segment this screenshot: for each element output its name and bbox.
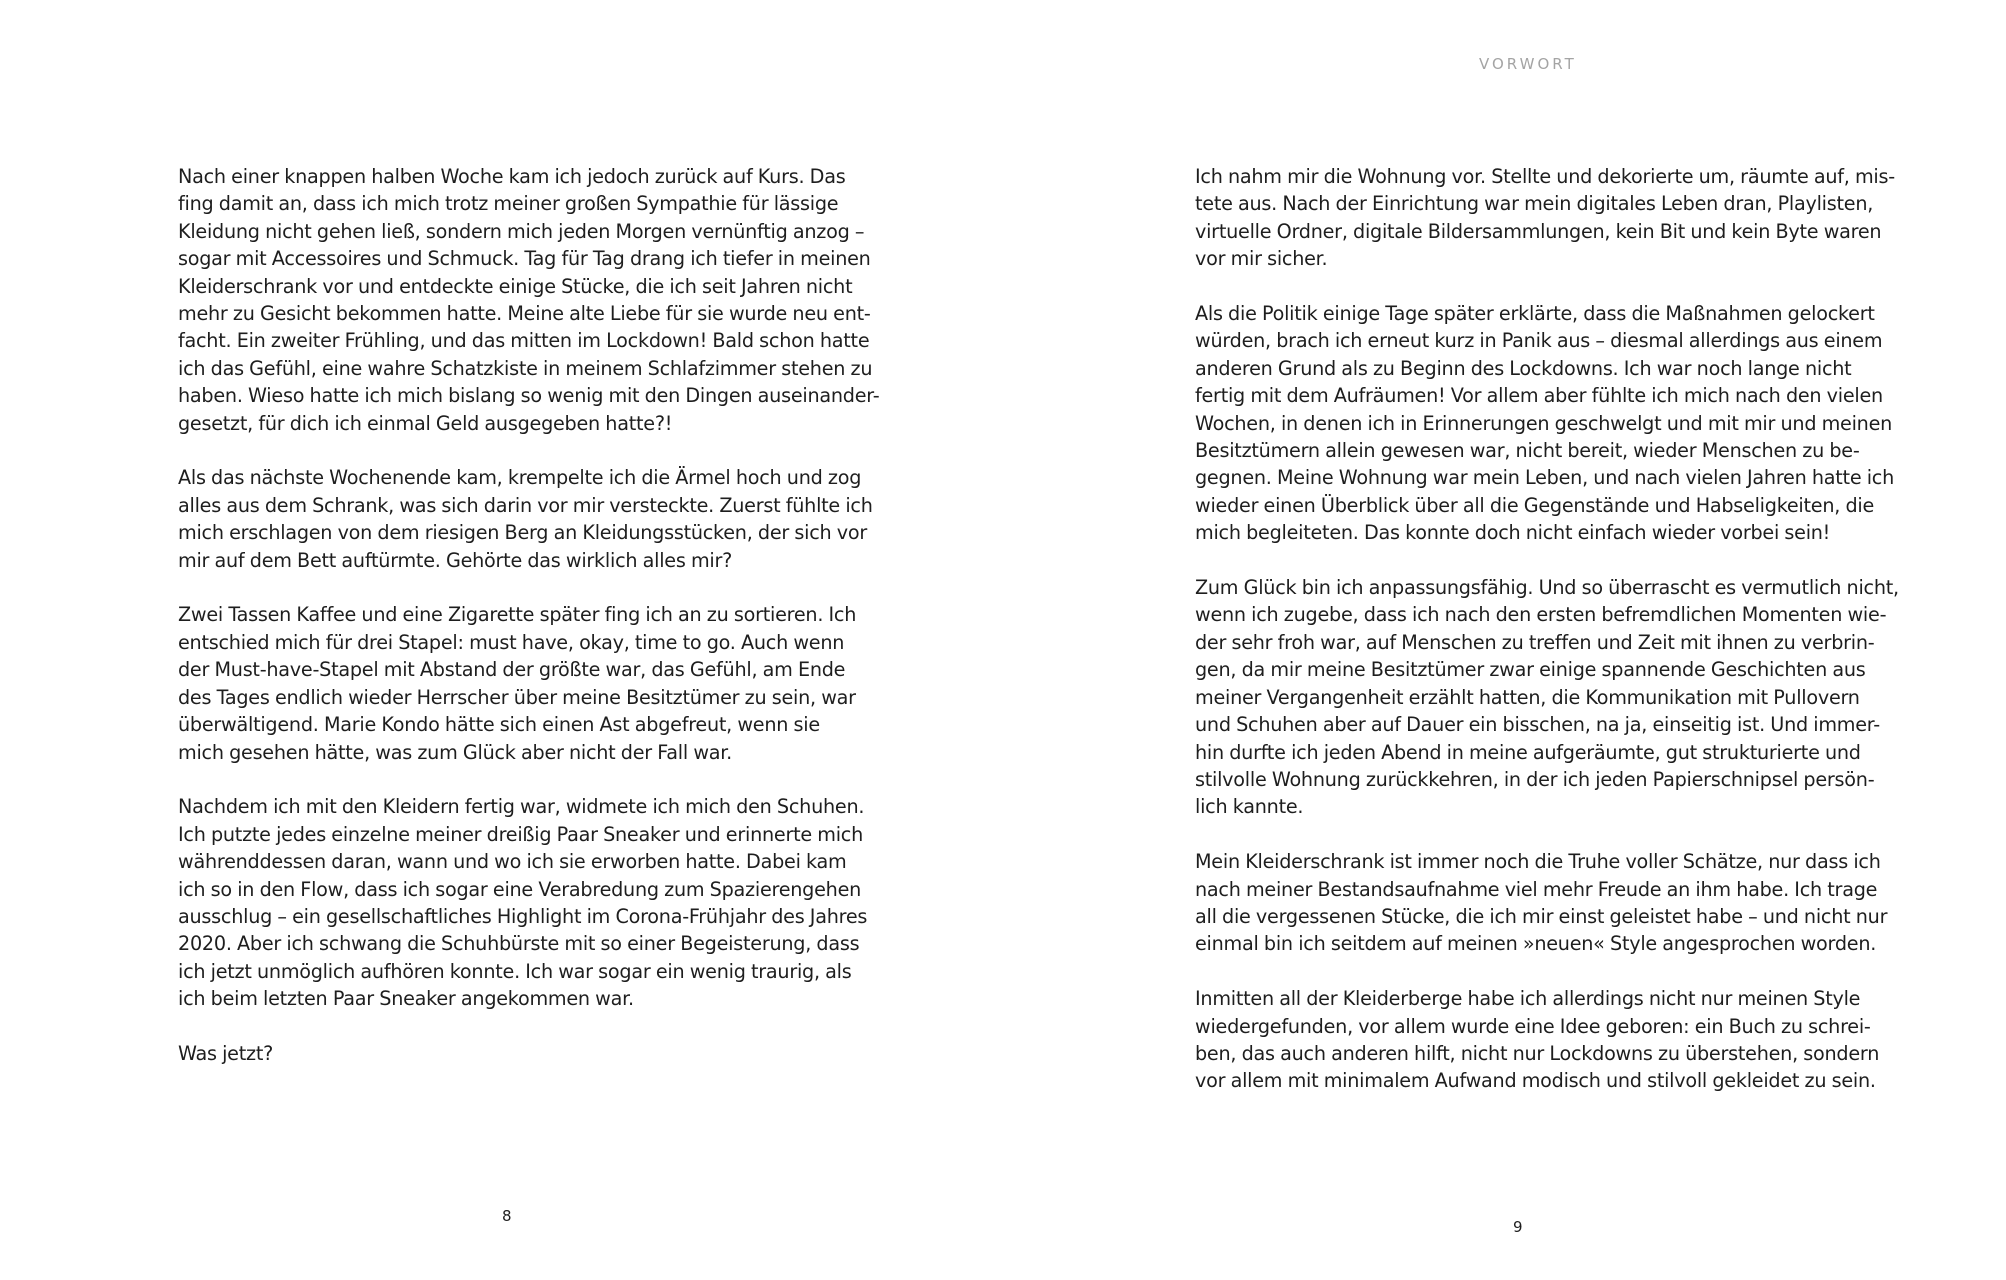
paragraph-spacer <box>178 574 843 601</box>
text-line: mich gesehen hätte, was zum Glück aber nicht der Fall war. <box>178 740 732 764</box>
text-line: Mein Kleiderschrank ist immer noch die Truhe voller Schätze, nur dass ich <box>1195 850 1881 874</box>
text-line: Besitztümern allein gewesen war, nicht bereit, wieder Menschen zu be- <box>1195 439 1860 463</box>
text-line: gegnen. Meine Wohnung war mein Leben, und nach vielen Jahren hatte ich <box>1195 466 1895 490</box>
text-line: fing damit an, dass ich mich trotz meiner großen Sympathie für lässige <box>178 192 839 216</box>
text-line: Ich nahm mir die Wohnung vor. Stellte und dekorierte um, räumte auf, mis- <box>1195 165 1895 188</box>
page-number-right: 9 <box>1513 1218 1523 1236</box>
text-line: Wochen, in denen ich in Erinnerungen geschwelgt und mit mir und meinen <box>1195 411 1893 435</box>
text-line: wiedergefunden, vor allem wurde eine Idee geboren: ein Buch zu schrei- <box>1195 1014 1871 1038</box>
text-line: Kleiderschrank vor und entdeckte einige Stücke, die ich seit Jahren nicht <box>178 274 853 298</box>
text-line: ich beim letzten Paar Sneaker angekommen war. <box>178 987 634 1011</box>
running-header: VORWORT <box>1479 55 1577 73</box>
paragraph-spacer <box>1195 547 1860 574</box>
text-line: ausschlug – ein gesellschaftliches Highlight im Corona-Frühjahr des Jahres <box>178 904 868 928</box>
paragraph-spacer <box>1195 273 1860 300</box>
text-line: vor mir sicher. <box>1195 247 1328 271</box>
text-line: mich erschlagen von dem riesigen Berg an Kleidungsstücken, der sich vor <box>178 521 867 545</box>
text-line: meiner Vergangenheit erzählt hatten, die Kommunikation mit Pullovern <box>1195 685 1860 709</box>
paragraph <box>178 163 880 437</box>
text-line: mir auf dem Bett auftürmte. Gehörte das wirklich alles mir? <box>178 548 733 572</box>
text-line: entschied mich für drei Stapel: must have, okay, time to go. Auch wenn <box>178 630 845 654</box>
paragraph <box>1195 985 1880 1095</box>
text-line: des Tages endlich wieder Herrscher über meine Besitztümer zu sein, war <box>178 685 856 709</box>
text-line: ich jetzt unmöglich aufhören konnte. Ich war sogar ein wenig traurig, als <box>178 959 852 983</box>
text-line: lich kannte. <box>1195 795 1304 819</box>
paragraph-spacer <box>178 766 843 793</box>
paragraph <box>1195 574 1899 821</box>
paragraph-spacer <box>178 1013 843 1040</box>
text-line: Als das nächste Wochenende kam, krempelte ich die Ärmel hoch und zog <box>178 466 862 490</box>
text-line: überwältigend. Marie Kondo hätte sich einen Ast abgefreut, wenn sie <box>178 713 820 737</box>
paragraph <box>178 793 868 1012</box>
text-line: Kleidung nicht gehen ließ, sondern mich jeden Morgen vernünftig anzog – <box>178 219 865 243</box>
text-line: Nach einer knappen halben Woche kam ich jedoch zurück auf Kurs. Das <box>178 165 846 188</box>
text-line: Was jetzt? <box>178 1041 274 1065</box>
text-line: gesetzt, für dich ich einmal Geld ausgegeben hatte?! <box>178 411 673 435</box>
text-line: virtuelle Ordner, digitale Bildersammlungen, kein Bit und kein Byte waren <box>1195 219 1882 243</box>
text-line: währenddessen daran, wann und wo ich sie erworben hatte. Dabei kam <box>178 850 847 874</box>
text-line: haben. Wieso hatte ich mich bislang so wenig mit den Dingen auseinander- <box>178 384 880 408</box>
text-line: anderen Grund als zu Beginn des Lockdowns. Ich war noch lange nicht <box>1195 356 1852 380</box>
text-line: Nachdem ich mit den Kleidern fertig war, widmete ich mich den Schuhen. <box>178 795 865 819</box>
right-page <box>1003 0 2006 1280</box>
text-line: Zum Glück bin ich anpassungsfähig. Und so überrascht es vermutlich nicht, <box>1195 576 1899 600</box>
text-line: gen, da mir meine Besitztümer zwar einige spannende Geschichten aus <box>1195 658 1866 682</box>
text-line: Zwei Tassen Kaffee und eine Zigarette später fing ich an zu sortieren. Ich <box>178 603 857 627</box>
text-line: vor allem mit minimalem Aufwand modisch und stilvoll gekleidet zu sein. <box>1195 1069 1876 1093</box>
text-line: ich so in den Flow, dass ich sogar eine Verabredung zum Spazierengehen <box>178 877 862 901</box>
text-line: sogar mit Accessoires und Schmuck. Tag für Tag drang ich tiefer in meinen <box>178 247 871 271</box>
text-line: alles aus dem Schrank, was sich darin vor mir versteckte. Zuerst fühlte ich <box>178 493 873 517</box>
text-line: mehr zu Gesicht bekommen hatte. Meine alte Liebe für sie wurde neu ent- <box>178 302 871 326</box>
right-page-body <box>1195 163 1899 1095</box>
text-line: ben, das auch anderen hilft, nicht nur Lockdowns zu überstehen, sondern <box>1195 1041 1880 1065</box>
paragraph-spacer <box>1195 821 1860 848</box>
text-line: Als die Politik einige Tage später erklärte, dass die Maßnahmen gelockert <box>1195 302 1875 326</box>
text-line: hin durfte ich jeden Abend in meine aufgeräumte, gut strukturierte und <box>1195 740 1861 764</box>
text-line: mich begleiteten. Das konnte doch nicht einfach wieder vorbei sein! <box>1195 521 1831 545</box>
paragraph <box>178 601 857 765</box>
text-line: Ich putzte jedes einzelne meiner dreißig Paar Sneaker und erinnerte mich <box>178 822 864 846</box>
text-line: ich das Gefühl, eine wahre Schatzkiste in meinem Schlafzimmer stehen zu <box>178 356 873 380</box>
page-number-left: 8 <box>502 1207 512 1225</box>
text-line: einmal bin ich seitdem auf meinen »neuen« Style angesprochen worden. <box>1195 932 1877 956</box>
paragraph <box>1195 163 1895 273</box>
paragraph <box>1195 848 1888 958</box>
text-line: wenn ich zugebe, dass ich nach den ersten befremdlichen Momenten wie- <box>1195 603 1887 627</box>
text-line: fertig mit dem Aufräumen! Vor allem aber fühlte ich mich nach den vielen <box>1195 384 1883 408</box>
text-line: 2020. Aber ich schwang die Schuhbürste mit so einer Begeisterung, dass <box>178 932 860 956</box>
text-line: all die vergessenen Stücke, die ich mir einst geleistet habe – und nicht nur <box>1195 904 1888 928</box>
text-line: stilvolle Wohnung zurückkehren, in der ich jeden Papierschnipsel persön- <box>1195 767 1875 791</box>
text-line: und Schuhen aber auf Dauer ein bisschen, na ja, einseitig ist. Und immer- <box>1195 713 1880 737</box>
paragraph <box>178 464 873 574</box>
text-line: wieder einen Überblick über all die Gegenstände und Habseligkeiten, die <box>1195 493 1875 517</box>
paragraph <box>178 1040 843 1067</box>
left-page-body <box>178 163 880 1067</box>
text-line: würden, brach ich erneut kurz in Panik aus – diesmal allerdings aus einem <box>1195 329 1883 353</box>
text-line: tete aus. Nach der Einrichtung war mein digitales Leben dran, Playlisten, <box>1195 192 1874 216</box>
paragraph-spacer <box>178 437 843 464</box>
paragraph <box>1195 300 1895 547</box>
text-line: Inmitten all der Kleiderberge habe ich allerdings nicht nur meinen Style <box>1195 987 1861 1011</box>
paragraph-spacer <box>1195 958 1860 985</box>
text-line: der Must-have-Stapel mit Abstand der größte war, das Gefühl, am Ende <box>178 658 846 682</box>
text-line: facht. Ein zweiter Frühling, und das mitten im Lockdown! Bald schon hatte <box>178 329 870 353</box>
text-line: nach meiner Bestandsaufnahme viel mehr Freude an ihm habe. Ich trage <box>1195 877 1878 901</box>
text-line: der sehr froh war, auf Menschen zu treffen und Zeit mit ihnen zu verbrin- <box>1195 630 1875 654</box>
